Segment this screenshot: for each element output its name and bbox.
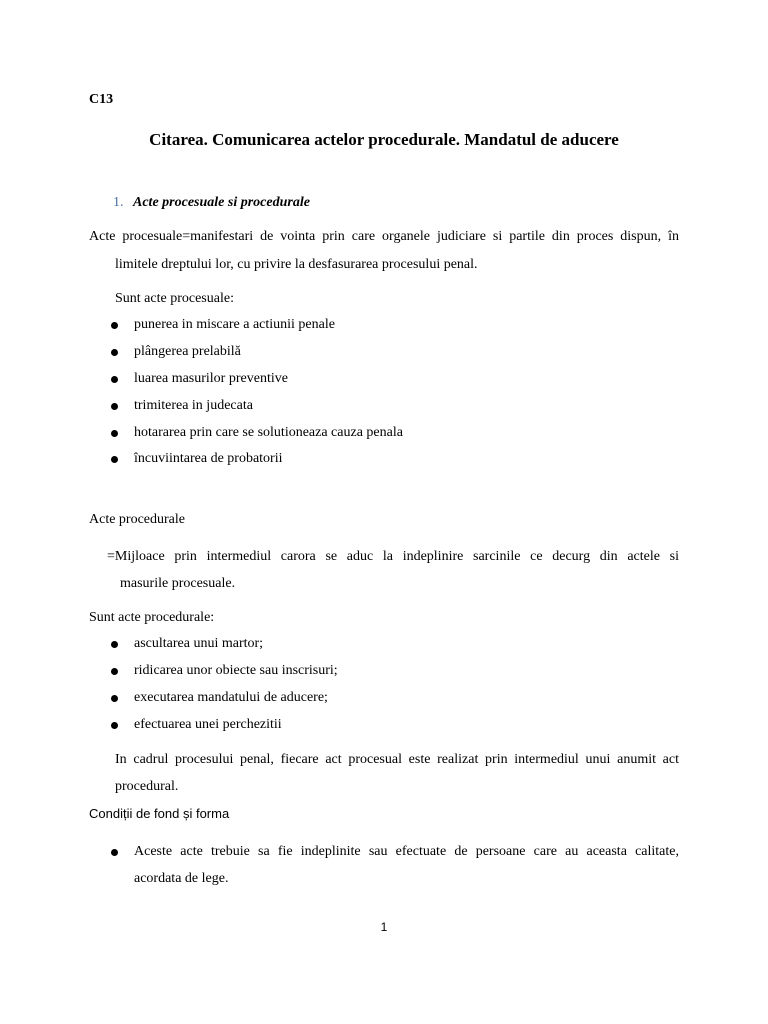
procesuale-definition-line1: Acte procesuale=manifestari de vointa prin care organele judiciare si partile din proces dispun, în — [89, 229, 679, 244]
procedurale-note-line1: In cadrul procesului penal, fiecare act procesual este realizat prin intermediul unui anumit act — [115, 752, 679, 767]
procesuale-list-intro: Sunt acte procesuale: — [115, 291, 234, 306]
bullet-icon — [111, 695, 118, 702]
page-title: Citarea. Comunicarea actelor procedurale. Mandatul de aducere — [149, 130, 619, 149]
section-heading-1 — [113, 195, 310, 211]
list-item: hotararea prin care se solutioneaza cauza penala — [134, 425, 403, 440]
procesuale-definition-line2: limitele dreptului lor, cu privire la desfasurarea procesului penal. — [115, 257, 478, 272]
conditii-item-line2: acordata de lege. — [134, 871, 229, 886]
procedurale-definition-line1: =Mijloace prin intermediul carora se aduc la indeplinire sarcinile ce decurg din actele si — [107, 549, 679, 564]
bullet-icon — [111, 430, 118, 437]
bullet-icon — [111, 849, 118, 856]
list-item: trimiterea in judecata — [134, 398, 253, 413]
list-item: plângerea prelabilă — [134, 344, 241, 359]
list-item: ridicarea unor obiecte sau inscrisuri; — [134, 663, 338, 678]
list-item: efectuarea unei perchezitii — [134, 717, 282, 732]
bullet-icon — [111, 376, 118, 383]
conditii-item-line1: Aceste acte trebuie sa fie indeplinite sau efectuate de persoane care au aceasta calitate, — [134, 844, 679, 859]
bullet-icon — [111, 722, 118, 729]
bullet-icon — [111, 349, 118, 356]
page-number: 1 — [380, 920, 388, 934]
list-item: ascultarea unui martor; — [134, 636, 264, 651]
procedurale-definition-line2: masurile procesuale. — [120, 576, 236, 591]
procedurale-note-line2: procedural. — [115, 779, 179, 794]
bullet-icon — [111, 322, 118, 329]
section-heading-text: Acte procesuale si procedurale — [133, 195, 310, 210]
list-item: punerea in miscare a actiunii penale — [134, 317, 335, 332]
list-item: încuviintarea de probatorii — [134, 451, 283, 466]
bullet-icon — [111, 403, 118, 410]
list-item: luarea masurilor preventive — [134, 371, 288, 386]
bullet-icon — [111, 668, 118, 675]
procedurale-heading: Acte procedurale — [89, 512, 185, 527]
document-code: C13 — [89, 92, 114, 107]
list-item: executarea mandatului de aducere; — [134, 690, 328, 705]
procedurale-list-intro: Sunt acte procedurale: — [89, 610, 215, 625]
section-number: 1. — [113, 195, 124, 210]
bullet-icon — [111, 641, 118, 648]
bullet-icon — [111, 456, 118, 463]
conditii-heading: Condiții de fond și forma — [89, 806, 230, 821]
